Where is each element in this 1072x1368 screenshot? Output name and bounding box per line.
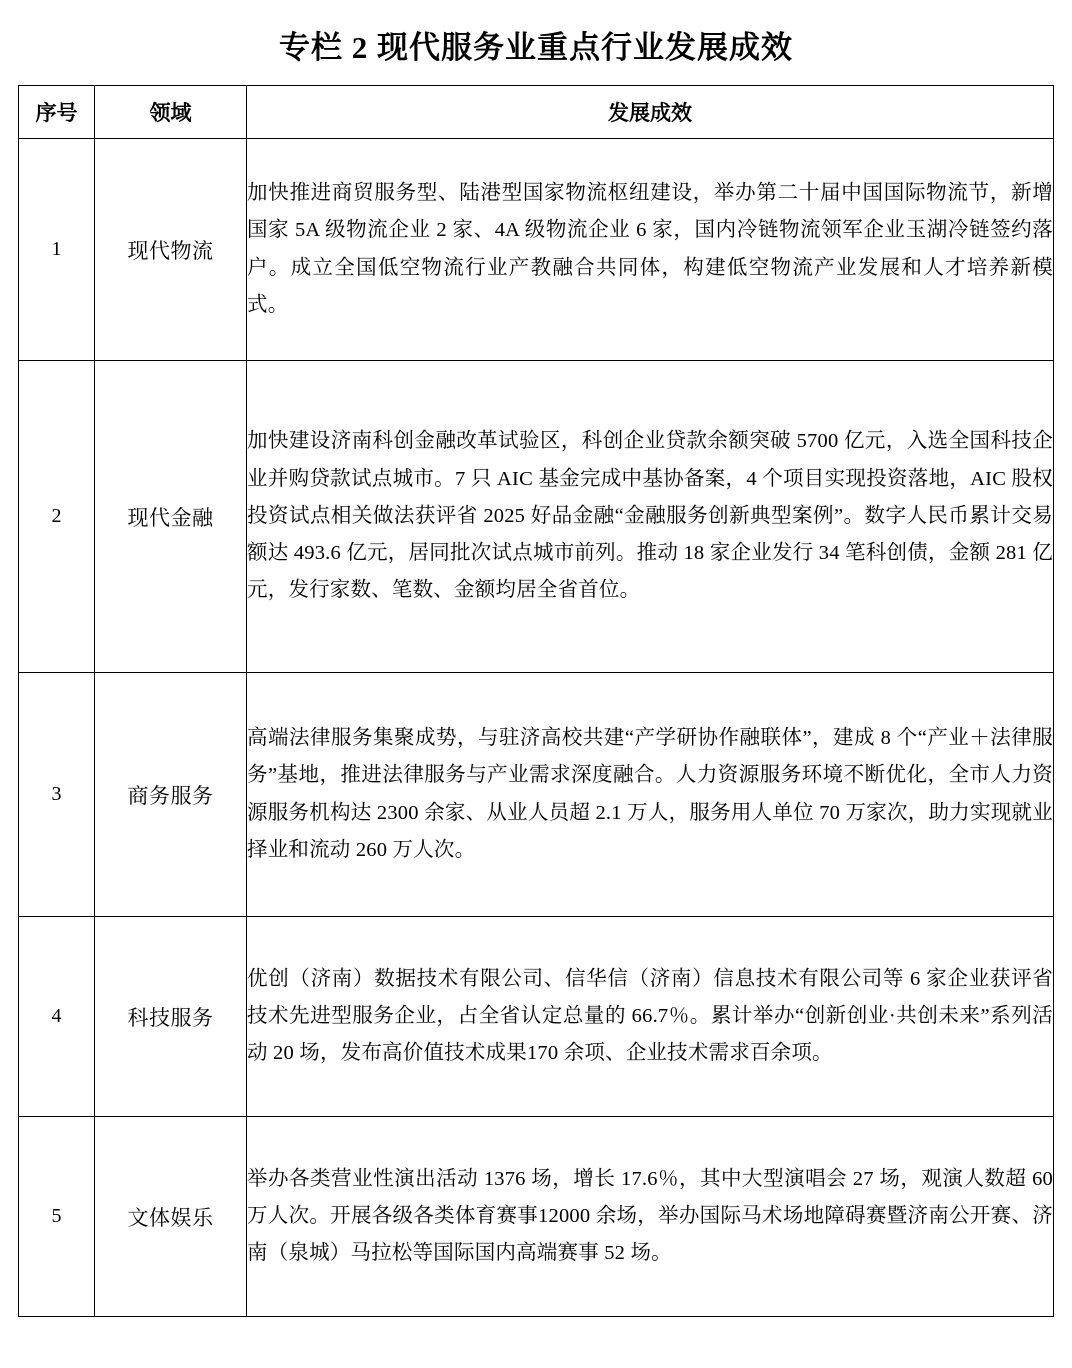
table-row [19,361,1054,673]
row-effect: 举办各类营业性演出活动 1376 场，增长 17.6％，其中大型演唱会 27 场，观演人数超 60 万人次。开展各级各类体育赛事12000 余场，举办国际马术场地障碍赛暨济南公开赛、济南（泉城）马拉松等国际国内高端赛事 52 场。 [247,1117,1054,1317]
row-effect: 加快推进商贸服务型、陆港型国家物流枢纽建设，举办第二十届中国国际物流节，新增国家 5A 级物流企业 2 家、4A 级物流企业 6 家，国内冷链物流领军企业玉湖冷链签约落户。成立全国低空物流行业产教融合共同体，构建低空物流产业发展和人才培养新模式。 [247,139,1054,361]
table-row [19,917,1054,1117]
row-number: 5 [19,1117,95,1317]
row-number: 1 [19,139,95,361]
table-header-row [19,86,1054,139]
row-field: 文体娱乐 [95,1117,247,1317]
row-field: 现代金融 [95,361,247,673]
row-effect: 加快建设济南科创金融改革试验区，科创企业贷款余额突破 5700 亿元，入选全国科技企业并购贷款试点城市。7 只 AIC 基金完成中基协备案，4 个项目实现投资落地，AIC 股权投资试点相关做法获评省 2025 好品金融“金融服务创新典型案例”。数字人民币累计交易额达 493.6 亿元，居同批次试点城市前列。推动 18 家企业发行 34 笔科创债，金额 281 亿元，发行家数、笔数、金额均居全省首位。 [247,361,1054,673]
row-number: 2 [19,361,95,673]
column-header-no: 序号 [19,86,95,139]
row-number: 4 [19,917,95,1117]
table-row [19,673,1054,917]
row-field: 科技服务 [95,917,247,1117]
document-page [0,22,1072,1368]
column-header-effect: 发展成效 [247,86,1054,139]
row-effect: 优创（济南）数据技术有限公司、信华信（济南）信息技术有限公司等 6 家企业获评省技术先进型服务企业，占全省认定总量的 66.7％。累计举办“创新创业·共创未来”系列活动 20 场，发布高价值技术成果170 余项、企业技术需求百余项。 [247,917,1054,1117]
column-header-field: 领域 [95,86,247,139]
table-body [19,139,1054,1317]
row-field: 现代物流 [95,139,247,361]
table-row [19,139,1054,361]
table-row [19,1117,1054,1317]
row-field: 商务服务 [95,673,247,917]
table-header [19,86,1054,139]
row-number: 3 [19,673,95,917]
development-results-table [18,85,1054,1317]
page-title: 专栏 2 现代服务业重点行业发展成效 [279,30,793,65]
row-effect: 高端法律服务集聚成势，与驻济高校共建“产学研协作融联体”，建成 8 个“产业＋法律服务”基地，推进法律服务与产业需求深度融合。人力资源服务环境不断优化，全市人力资源服务机构达 2300 余家、从业人员超 2.1 万人，服务用人单位 70 万家次，助力实现就业择业和流动 260 万人次。 [247,673,1054,917]
